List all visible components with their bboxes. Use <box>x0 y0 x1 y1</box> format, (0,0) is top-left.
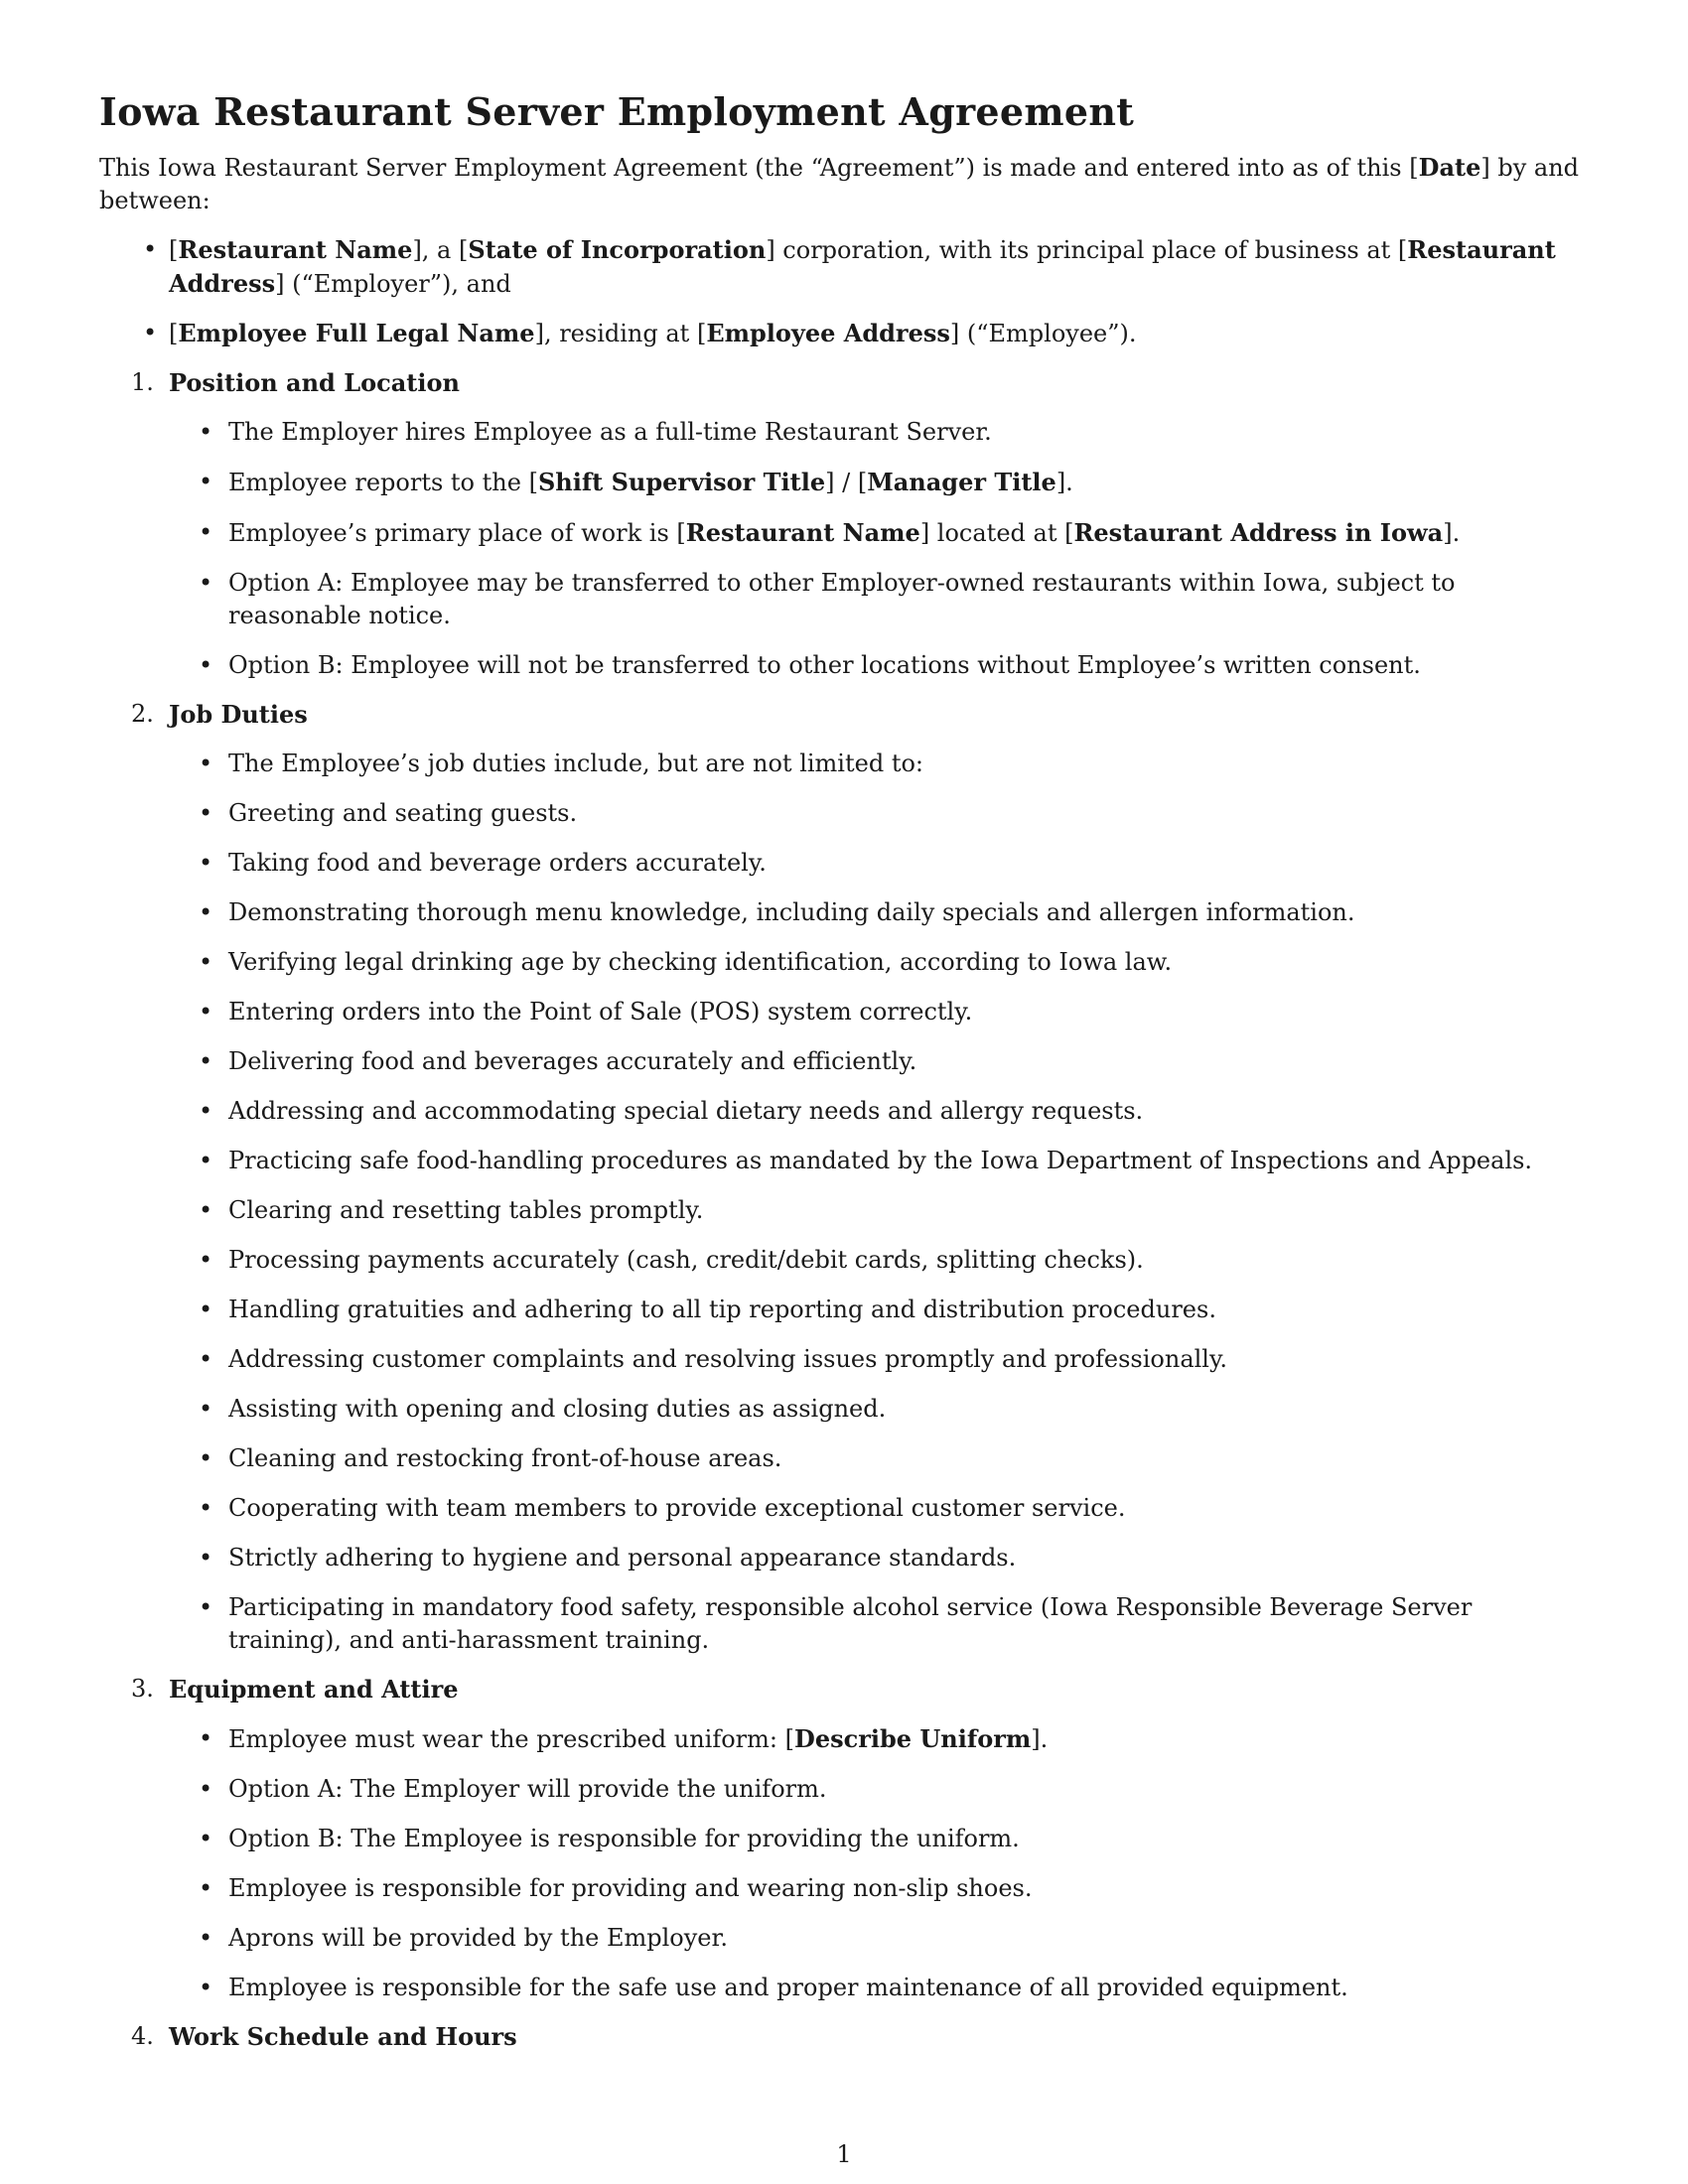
list-item: • Option A: Employee may be transferred to other Employer-owned restaurants within Iowa, subject to reasonable notice. <box>99 567 1589 632</box>
list-item: • Employee is responsible for the safe use and proper maintenance of all provided equipment. <box>99 1972 1589 2004</box>
list-item: • Option B: The Employee is responsible for providing the uniform. <box>99 1823 1589 1855</box>
date-placeholder: Date <box>1418 153 1481 182</box>
section-heading-equipment: 3. Equipment and Attire <box>131 1675 459 1704</box>
intro-paragraph: This Iowa Restaurant Server Employment Agreement (the “Agreement”) is made and entered into as of this [Date] by and between: <box>99 153 1580 214</box>
list-item: • Option B: Employee will not be transferred to other locations without Employee’s written consent. <box>99 649 1589 682</box>
list-item: • Processing payments accurately (cash, credit/debit cards, splitting checks). <box>99 1244 1589 1277</box>
list-item: • Verifying legal drinking age by checking identification, according to Iowa law. <box>99 946 1589 979</box>
list-item: • Participating in mandatory food safety, responsible alcohol service (Iowa Responsible Beverage Server training), and anti-harassment training. <box>99 1591 1589 1657</box>
section-heading-work-schedule: 4. Work Schedule and Hours <box>131 2022 517 2051</box>
page-number: 1 <box>836 2140 852 2168</box>
party-employee: • [Employee Full Legal Name], residing at [Employee Address] (“Employee”). <box>99 317 1589 350</box>
list-item: • Delivering food and beverages accurately and efficiently. <box>99 1045 1589 1078</box>
list-item: • Clearing and resetting tables promptly. <box>99 1194 1589 1227</box>
list-item: • Addressing and accommodating special dietary needs and allergy requests. <box>99 1095 1589 1128</box>
list-item: • Demonstrating thorough menu knowledge, including daily specials and allergen information. <box>99 896 1589 929</box>
list-item: • Employee reports to the [Shift Supervisor Title] / [Manager Title]. <box>99 466 1589 499</box>
list-item: • Employee is responsible for providing and wearing non-slip shoes. <box>99 1872 1589 1905</box>
section-heading-job-duties: 2. Job Duties <box>131 700 308 729</box>
list-item: • Entering orders into the Point of Sale (POS) system correctly. <box>99 996 1589 1028</box>
list-item: • Strictly adhering to hygiene and personal appearance standards. <box>99 1542 1589 1574</box>
list-item: • Assisting with opening and closing duties as assigned. <box>99 1393 1589 1426</box>
document-title: Iowa Restaurant Server Employment Agreement <box>99 89 1135 134</box>
list-item: • The Employee’s job duties include, but are not limited to: <box>99 748 1589 780</box>
list-item: • Cooperating with team members to provide exceptional customer service. <box>99 1492 1589 1525</box>
list-item: • Cleaning and restocking front-of-house areas. <box>99 1442 1589 1475</box>
section-1-items <box>99 416 1589 682</box>
list-item: • Handling gratuities and adhering to all tip reporting and distribution procedures. <box>99 1294 1589 1326</box>
list-item: • Taking food and beverage orders accurately. <box>99 847 1589 880</box>
party-employer: • [Restaurant Name], a [State of Incorporation] corporation, with its principal place of business at [Restaurant Address] (“Employer”), and <box>99 233 1589 301</box>
list-item: • The Employer hires Employee as a full-time Restaurant Server. <box>99 416 1589 449</box>
section-heading-position: 1. Position and Location <box>131 368 460 397</box>
section-2-items <box>99 748 1589 1657</box>
list-item: • Option A: The Employer will provide the uniform. <box>99 1773 1589 1806</box>
list-item: • Addressing customer complaints and resolving issues promptly and professionally. <box>99 1343 1589 1376</box>
list-item: • Aprons will be provided by the Employer. <box>99 1922 1589 1955</box>
list-item: • Greeting and seating guests. <box>99 797 1589 830</box>
list-item: • Practicing safe food-handling procedures as mandated by the Iowa Department of Inspections and Appeals. <box>99 1145 1589 1177</box>
parties-list <box>99 233 1589 350</box>
section-3-items <box>99 1722 1589 2004</box>
document-page <box>99 87 1589 2053</box>
list-item: • Employee must wear the prescribed uniform: [Describe Uniform]. <box>99 1722 1589 1756</box>
list-item: • Employee’s primary place of work is [Restaurant Name] located at [Restaurant Address in Iowa]. <box>99 516 1589 550</box>
